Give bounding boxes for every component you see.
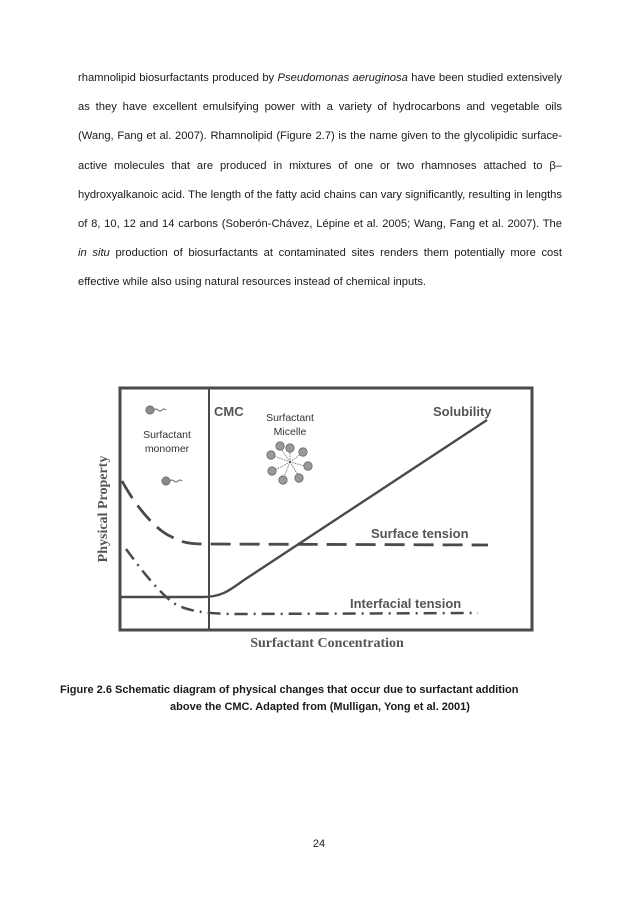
solubility-label: Solubility [433, 404, 492, 419]
cmc-label: CMC [214, 404, 244, 419]
monomer-label-line1: Surfactant [143, 429, 191, 441]
monomer-icon-lower [162, 477, 182, 485]
plot-frame [120, 388, 532, 630]
interfacial-tension-label: Interfacial tension [350, 596, 462, 611]
micelle-icon [267, 442, 312, 484]
caption-line-2: above the CMC. Adapted from (Mulligan, Yong et al. 2001) [170, 701, 470, 713]
in-situ-term: in situ [78, 247, 110, 260]
x-axis-label: Surfactant Concentration [250, 636, 404, 651]
interfacial-tension-curve [126, 549, 478, 614]
monomer-label-line2: monomer [144, 443, 190, 455]
paragraph-text-3: production of biosurfactants at contaminated sites renders them potentially more cost effective while also using natural resources instead of chemical inputs. [78, 247, 562, 289]
solubility-curve [120, 420, 487, 597]
species-name: Pseudomonas aeruginosa [277, 72, 408, 84]
surface-tension-label: Surface tension [371, 526, 469, 541]
paragraph-text-1: rhamnolipid biosurfactants produced by [78, 72, 278, 84]
caption-line-1: Figure 2.6 Schematic diagram of physical changes that occur due to surfactant addition [60, 684, 519, 696]
surface-tension-curve [122, 481, 488, 545]
y-axis-label: Physical Property [96, 455, 111, 563]
page-number: 24 [312, 838, 326, 850]
paragraph-text-2: have been studied extensively as they have excellent emulsifying power with a variety of hydrocarbons and vegetable oils (Wang, Fang et al. 2007). Rhamnolipid (Figure 2.7) is the name given to the glycolipidic surface-active molecules that are produced in mixtures of one or two rhamnoses attached to β–hydroxyalkanoic acid. The length of the fatty acid chains can vary significantly, resulting in lengths of 8, 10, 12 and 14 carbons (Soberón-Chávez, Lépine et al. 2005; Wang, Fang et al. 2007). The [78, 72, 562, 231]
monomer-icon-top [146, 406, 166, 414]
micelle-label-line2: Micelle [273, 426, 307, 438]
body-paragraph [78, 64, 562, 298]
micelle-label-line1: Surfactant [266, 412, 314, 424]
figure-caption [60, 682, 580, 716]
